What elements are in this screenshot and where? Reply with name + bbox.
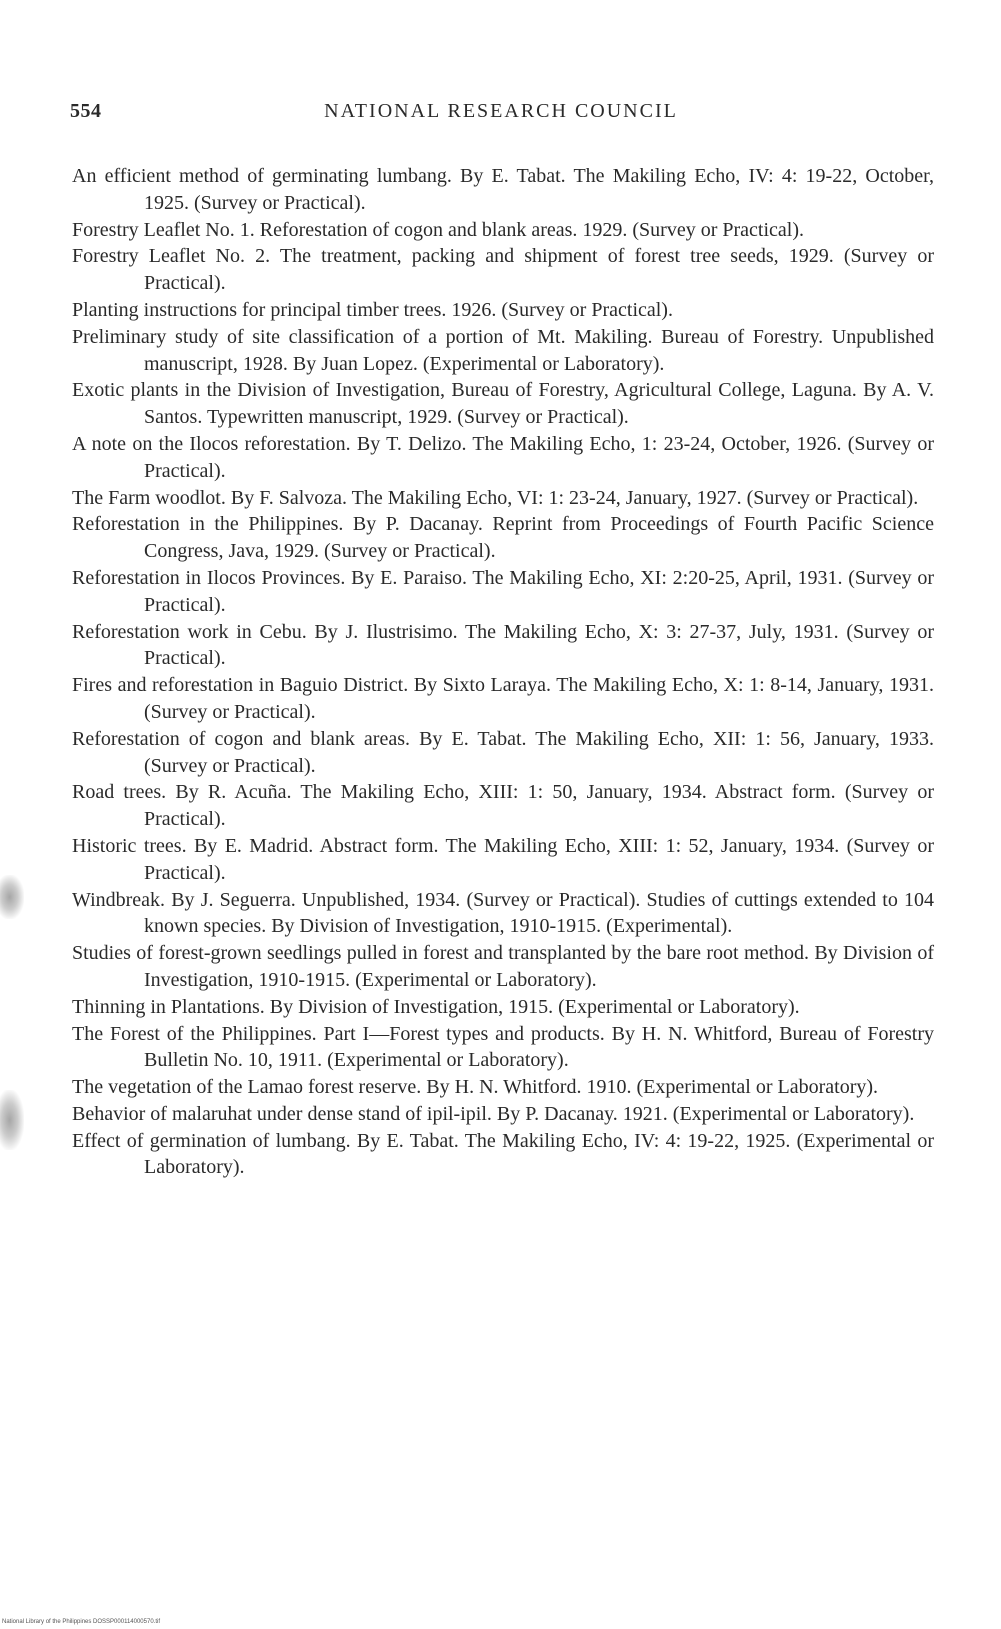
- page-header: [70, 100, 932, 130]
- scan-margin-mark: [0, 875, 24, 919]
- scan-margin-mark: [0, 1090, 24, 1150]
- bibliography-entry: Preliminary study of site classification of a portion of Mt. Makiling. Bureau of Forestry. Unpublished manuscript, 1928. By Juan Lopez. (Experimental or Laboratory).: [72, 325, 934, 375]
- bibliography-entry: Thinning in Plantations. By Division of Investigation, 1915. (Experimental or Laboratory).: [72, 995, 800, 1018]
- bibliography-entry: Exotic plants in the Division of Investigation, Bureau of Forestry, Agricultural College, Laguna. By A. V. Santos. Typewritten manuscript, 1929. (Survey or Practical).: [72, 379, 934, 429]
- bibliography-entry: Reforestation in Ilocos Provinces. By E. Paraiso. The Makiling Echo, XI: 2:20-25, April, 1931. (Survey or Practical).: [72, 566, 934, 616]
- bibliography-entry: Studies of forest-grown seedlings pulled in forest and transplanted by the bare root method. By Division of Investigation, 1910-1915. (Experimental or Laboratory).: [72, 942, 934, 991]
- bibliography-entry: Effect of germination of lumbang. By E. Tabat. The Makiling Echo, IV: 4: 19-22, 1925. (Experimental or Laboratory).: [72, 1129, 934, 1179]
- bibliography-entry: Planting instructions for principal timber trees. 1926. (Survey or Practical).: [72, 298, 673, 321]
- scan-footer-note: National Library of the Philippines DOSSP000114000570.tif: [2, 1619, 160, 1625]
- bibliography-entry: The vegetation of the Lamao forest reserve. By H. N. Whitford. 1910. (Experimental or Laboratory).: [72, 1076, 879, 1099]
- bibliography-entry: The Farm woodlot. By F. Salvoza. The Makiling Echo, VI: 1: 23-24, January, 1927. (Survey or Practical).: [72, 486, 919, 509]
- page-number: 554: [70, 100, 102, 122]
- bibliography-entry: Fires and reforestation in Baguio District. By Sixto Laraya. The Makiling Echo, X: 1: 8-14, January, 1931. (Survey or Practical).: [72, 674, 934, 723]
- bibliography-entry: Historic trees. By E. Madrid. Abstract form. The Makiling Echo, XIII: 1: 52, January, 1934. (Survey or Practical).: [72, 834, 934, 884]
- bibliography-entry: A note on the Ilocos reforestation. By T. Delizo. The Makiling Echo, 1: 23-24, October, 1926. (Survey or Practical).: [72, 432, 934, 482]
- bibliography-entry: Forestry Leaflet No. 2. The treatment, packing and shipment of forest tree seeds, 1929. (Survey or Practical).: [72, 245, 934, 295]
- running-head: NATIONAL RESEARCH COUNCIL: [324, 100, 678, 122]
- bibliography-entry: Road trees. By R. Acuña. The Makiling Echo, XIII: 1: 50, January, 1934. Abstract form. (Survey or Practical).: [72, 781, 934, 831]
- bibliography-entry: An efficient method of germinating lumbang. By E. Tabat. The Makiling Echo, IV: 4: 19-22, October, 1925. (Survey or Practical).: [72, 165, 934, 214]
- bibliography-entry: Reforestation work in Cebu. By J. Ilustrisimo. The Makiling Echo, X: 3: 27-37, July, 1931. (Survey or Practical).: [72, 620, 934, 670]
- bibliography-list: [72, 163, 934, 1181]
- bibliography-entry: Reforestation of cogon and blank areas. By E. Tabat. The Makiling Echo, XII: 1: 56, January, 1933. (Survey or Practical).: [72, 727, 934, 777]
- bibliography-entry: Forestry Leaflet No. 1. Reforestation of cogon and blank areas. 1929. (Survey or Practical).: [72, 218, 804, 241]
- bibliography-entry: Windbreak. By J. Seguerra. Unpublished, 1934. (Survey or Practical). Studies of cuttings extended to 104 known species. By Division of Investigation, 1910-1915. (Experimental).: [72, 888, 934, 938]
- bibliography-entry: Behavior of malaruhat under dense stand of ipil-ipil. By P. Dacanay. 1921. (Experimental or Laboratory).: [72, 1102, 915, 1125]
- bibliography-entry: The Forest of the Philippines. Part I—Forest types and products. By H. N. Whitford, Bureau of Forestry Bulletin No. 10, 1911. (Experimental or Laboratory).: [72, 1022, 934, 1072]
- bibliography-entry: Reforestation in the Philippines. By P. Dacanay. Reprint from Proceedings of Fourth Pacific Science Congress, Java, 1929. (Survey or Practical).: [72, 513, 934, 563]
